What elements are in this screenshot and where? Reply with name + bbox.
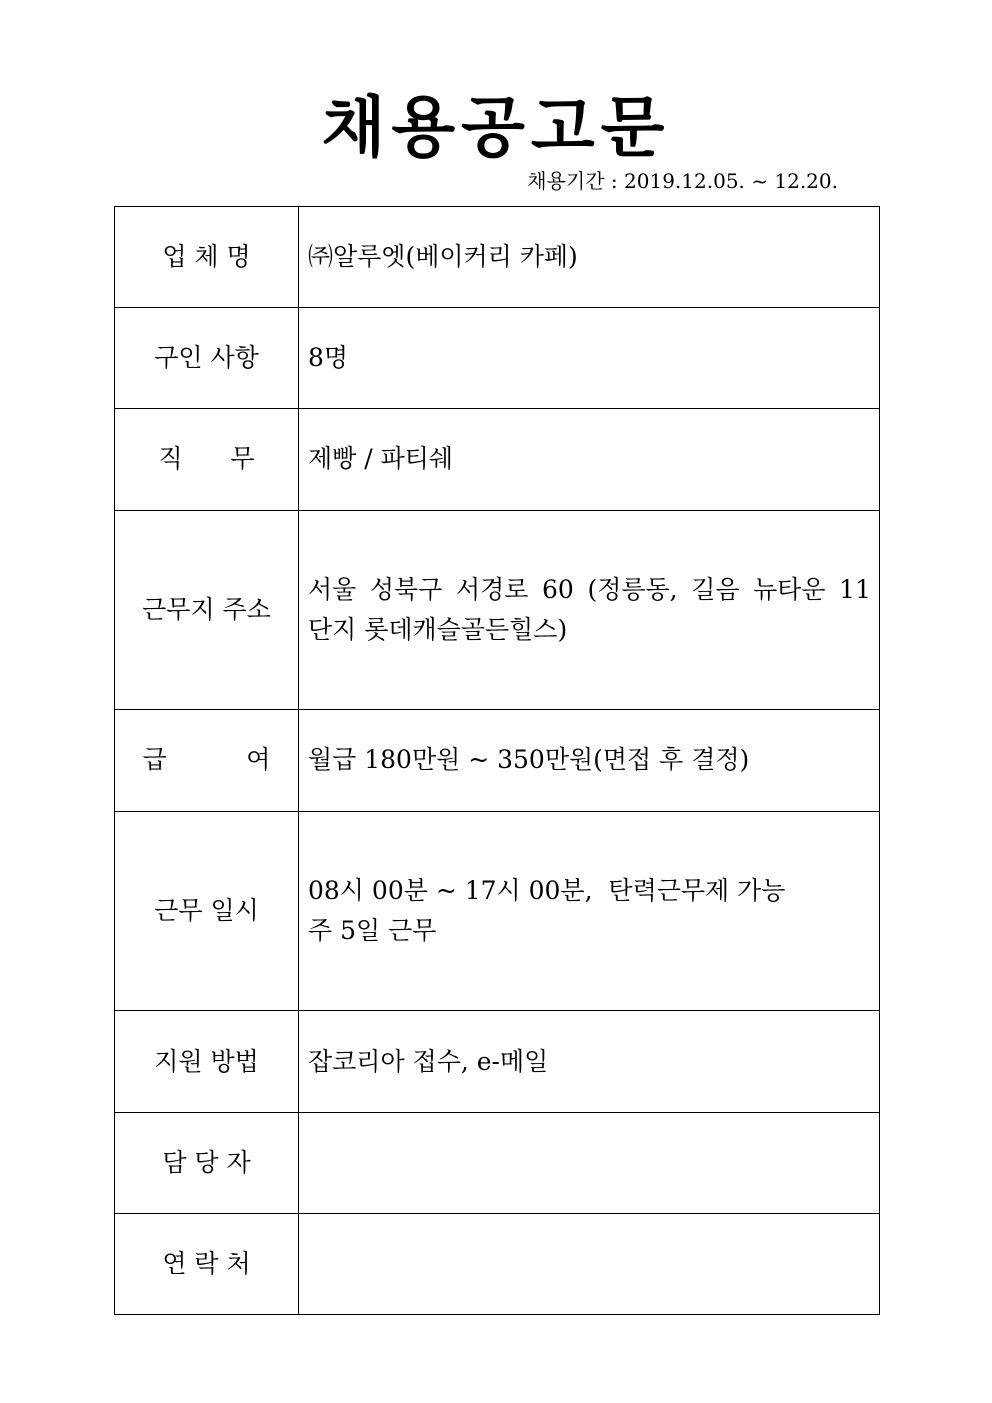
value-address-line-2: 단지 롯데캐슬골든힐스) [308,614,568,644]
value-address-line-1: 서울 성북구 서경로 60 (정릉동, 길음 뉴타운 11 [308,574,871,604]
label-schedule-text: 근무 일시 [154,896,259,925]
label-position-text: 직 무 [158,444,255,474]
label-openings-text: 구인 사항 [154,343,259,373]
table-row-phone [115,1213,880,1314]
value-openings [299,308,880,409]
value-schedule [299,811,880,1011]
value-salary [299,710,880,811]
table-row-company [115,207,880,308]
label-salary [115,710,299,811]
label-position [115,409,299,510]
value-apply-method-line-1: 잡코리아 접수, e-메일 [308,1046,549,1076]
value-schedule-line-1: 08시 00분 ~ 17시 00분, 탄력근무제 가능 [308,876,786,905]
label-apply-method [115,1011,299,1112]
value-apply-method [299,1011,880,1112]
table-row-contact-person [115,1112,880,1213]
label-company-text: 업 체 명 [162,242,251,272]
table-row-openings [115,308,880,409]
label-contact-person [115,1112,299,1213]
label-salary-text: 급 여 [142,745,271,775]
label-phone-text: 연 락 처 [162,1248,251,1278]
value-schedule-line-2: 주 5일 근무 [308,916,437,945]
label-phone [115,1213,299,1314]
value-position-line-1: 제빵 / 파티쉐 [308,444,454,474]
table-row-salary [115,710,880,811]
value-phone [299,1213,880,1314]
value-address [299,510,880,710]
label-openings [115,308,299,409]
value-contact-person [299,1112,880,1213]
value-company-line-1: ㈜알루엣(베이커리 카페) [308,242,578,272]
label-schedule [115,811,299,1011]
value-openings-line-1: 8명 [308,343,349,373]
label-address [115,510,299,710]
label-apply-method-text: 지원 방법 [154,1046,259,1076]
table-row-apply-method [115,1011,880,1112]
document-title: 채용공고문 [321,89,671,166]
label-contact-person-text: 담 당 자 [162,1147,251,1177]
table-row-schedule [115,811,880,1011]
value-position [299,409,880,510]
value-company [299,207,880,308]
value-salary-line-1: 월급 180만원 ~ 350만원(면접 후 결정) [308,745,750,775]
label-address-text: 근무지 주소 [142,594,271,624]
label-company [115,207,299,308]
recruitment-period: 채용기간 : 2019.12.05. ~ 12.20. [527,169,838,193]
job-posting-table [114,206,880,1315]
table-row-position [115,409,880,510]
table-row-address [115,510,880,710]
